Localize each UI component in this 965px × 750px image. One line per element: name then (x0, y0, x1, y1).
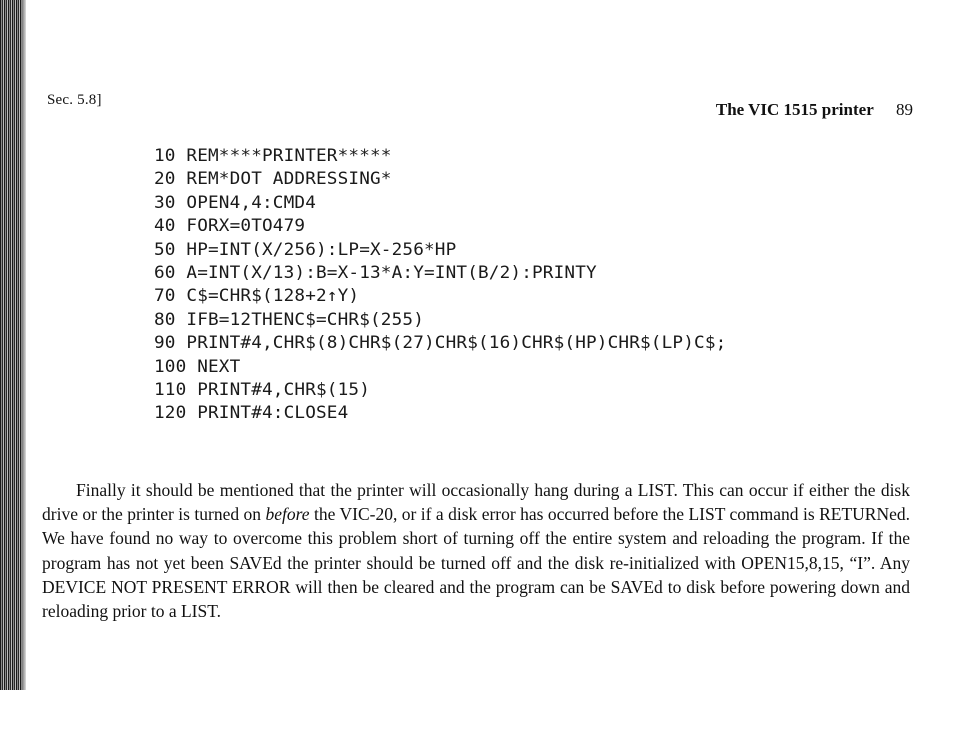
code-line: 30 OPEN4,4:CMD4 (154, 192, 317, 213)
code-line: 40 FORX=0TO479 (154, 216, 306, 237)
code-line: 20 REM*DOT ADDRESSING* (154, 169, 392, 190)
code-line: 60 A=INT(X/13):B=X-13*A:Y=INT(B/2):PRINTY (154, 263, 597, 284)
code-line: 50 HP=INT(X/256):LP=X-256*HP (154, 239, 457, 260)
paragraph-text-end: the VIC-20, or if a disk error has occurred before the LIST command is RETURNed. We have found no way to overcome this problem short of turning off the entire system and reloading the program. If the program has not yet been SAVEd the printer should be turned off and the disk re-initialized with OPEN15,8,15, “I”. Any DEVICE NOT PRESENT ERROR will then be cleared and the program can be SAVEd to disk before powering down and reloading prior to a LIST. (42, 504, 910, 622)
section-reference: Sec. 5.8] (47, 92, 102, 108)
code-line: 70 C$=CHR$(128+2↑Y) (154, 286, 360, 307)
running-head (716, 100, 913, 120)
code-line: 120 PRINT#4:CLOSE4 (154, 403, 349, 424)
page-binding-edge (0, 0, 22, 690)
basic-program-listing (154, 145, 726, 426)
code-line: 10 REM****PRINTER***** (154, 146, 392, 166)
code-line: 90 PRINT#4,CHR$(8)CHR$(27)CHR$(16)CHR$(HP)CHR$(LP)C$; (154, 333, 727, 354)
code-line: 80 IFB=12THENC$=CHR$(255) (154, 309, 425, 330)
page-number: 89 (896, 100, 913, 119)
paragraph-emphasis: before (265, 504, 310, 525)
code-line: 110 PRINT#4,CHR$(15) (154, 380, 371, 401)
running-title: The VIC 1515 printer (715, 100, 874, 119)
code-line: 100 NEXT (154, 356, 241, 377)
paragraph-text-start: Finally it should be mentioned that the printer will occasionally hang during a LIST. This can occur if either the disk drive or the printer is turned on (42, 480, 910, 525)
body-paragraph (42, 478, 910, 623)
